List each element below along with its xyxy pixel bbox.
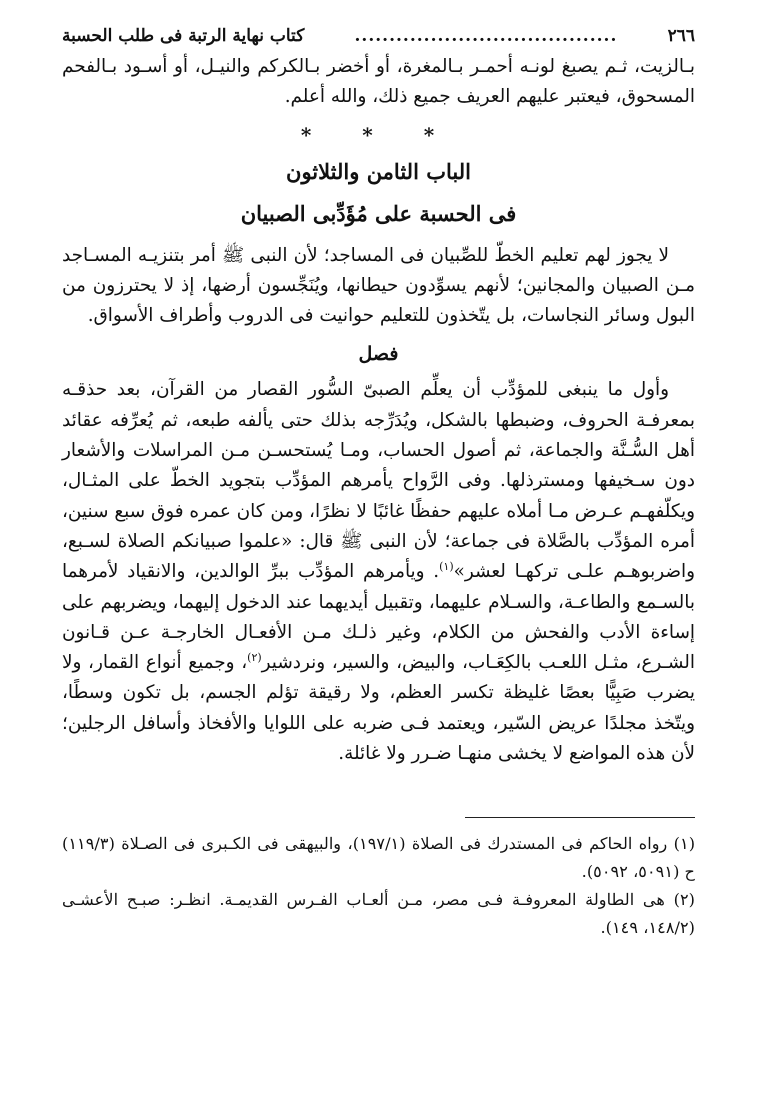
section-text-part-1: وأول ما ينبغى للمؤدِّب أن يعلِّم الصبىّ السُّور القصار من القرآن، بعد حذقـه بمعرفـة الحروف، وضبطها بالشكل، ويُدَرِّجه بذلك حتى يألفه طبعه، ثم يُعرِّفه عقائد أهل السُّـنَّة والجماعة، ثم أصول الحساب، ومـا يُستحسـن مـن المراسلات والأشعار دون سـخيفها ومسترذلها. وفى الرَّواح يأمرهم المؤدِّب بتجويد الخطّ على المثـال، ويكلّفهـم عـرض مـا أملاه عليهم حفظًا غائبًا لا نظرًا، ومن كان عمره فوق سبع سنين، أمره المؤدِّب بالصَّلاة فى جماعة؛ لأن النبى ﷺ قال: «علموا صبيانكم الصلاة لسـبع، واضربوهـم علـى تركهـا لعشر» (62, 379, 695, 583)
footnote-ref-1[interactable]: (١) (439, 560, 454, 574)
footnote-2: (٢) هى الطاولة المعروفـة فـى مصر، مـن ألعـاب الفـرس القديمـة. انظـر: صبـح الأعشـى (١٤٨/٢، ١٤٩). (62, 890, 695, 938)
footnotes (62, 830, 695, 942)
section-title: فصل (358, 343, 399, 366)
running-header (62, 22, 695, 52)
chapter-title: الباب الثامن والثلاثون (286, 158, 471, 184)
section-text-part-3: ، وجميع أنواع القمار، ولا يضرب صَبِيًّا بعصًا غليظة تكسر العظم، ولا رقيقة تؤلم الجسم، بل تكون وسطًا، ويتّخذ مجلدًا عريض السّير، ويعتمد فـى ضربه على اللوايا والأفخاذ وأسافل الرجلين؛ لأن هذه المواضع لا يخشى منهـا ضـرر ولا غائلة. (62, 652, 695, 765)
section-paragraph (62, 375, 695, 769)
section-separator: * * * (300, 122, 457, 147)
book-title: كتاب نهاية الرتبة فى طلب الحسبة (62, 26, 305, 46)
page-number: ٢٦٦ (667, 26, 695, 46)
footnote-ref-2[interactable]: (٢) (247, 651, 262, 665)
continuation-paragraph: بـالزيت، ثـم يصبغ لونـه أحمـر بـالمغرة، أو أخضر بـالكركم والنيـل، أو أسـود بـالفحم المسحوق، فيعتبر عليهم العريف جميع ذلك، والله أعلم. (62, 56, 695, 108)
chapter-subtitle: فى الحسبة على مُؤَدِّبى الصبيان (240, 200, 517, 226)
chapter-paragraph: لا يجوز لهم تعليم الخطّ للصِّبيان فى المساجد؛ لأن النبى ﷺ أمر بتنزيـه المسـاجد مـن الصبيان والمجانين؛ لأنهم يسوِّدون حيطانها، ويُنَجِّسون أرضها، إذ لا يحترزون من البول وسائر النجاسات، بل يتّخذون للتعليم حوانيت فى الدروب وأطراف الأسواق. (62, 244, 695, 327)
header-dot-leader: ...................................... (354, 26, 618, 46)
section-text-part-2: . ويأمرهم المؤدِّب ببرِّ الوالدين، والانقياد لأمرهما بالسـمع والطاعـة، والسـلام عليهما، وتقبيل أيديهما عند الدخول إليهما، ويضربهم على إساءة الأدب والفحش من الكلام، وغير ذلـك مـن الأفعـال الخارجـة عـن قـانون الشـرع، مثـل اللعـب بالكِعَـاب، والبيض، والسير، ونردشير (62, 561, 695, 674)
footnote-1: (١) رواه الحاكم فى المستدرك فى الصلاة (١٩٧/١)، والبيهقى فى الكـبرى فى الصـلاة (١١٩/٣) ح (٥٠٩١، ٥٠٩٢). (62, 834, 696, 882)
footnote-divider (465, 817, 695, 818)
